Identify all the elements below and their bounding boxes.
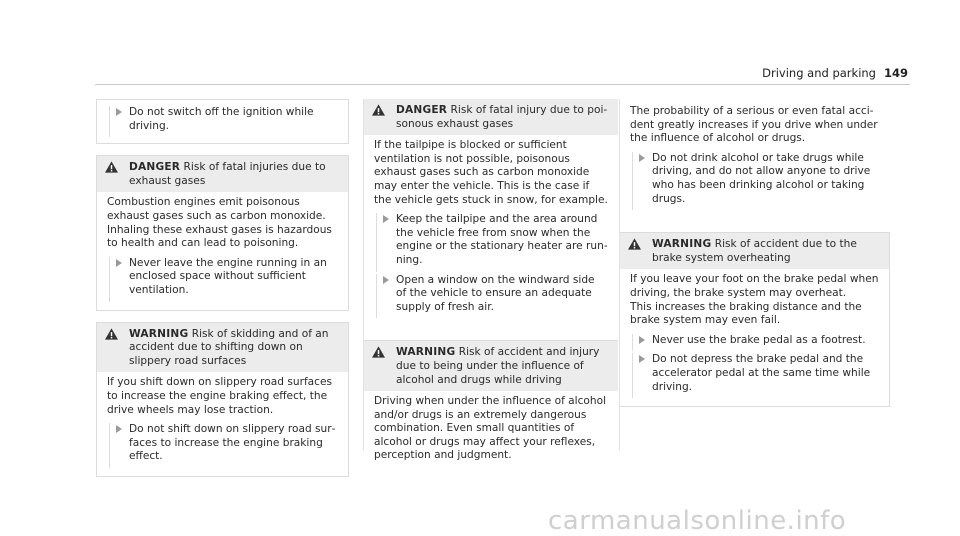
instruction-step: [374, 213, 608, 267]
body-text: The probability of a serious or even fatal accident greatly increases if you drive when under the influence of alcohol or drugs.: [630, 105, 878, 145]
step-bar: [632, 353, 633, 398]
signal-word: WARNING: [396, 346, 456, 359]
column-3: [620, 99, 890, 407]
step-arrow-icon: [383, 215, 389, 223]
page-number: 149: [883, 66, 908, 80]
danger-box-exhaust: [96, 155, 349, 310]
section-title: Driving and parking: [762, 66, 876, 80]
danger-box-tailpipe: [364, 99, 618, 326]
warning-triangle-icon: [628, 238, 641, 250]
step-text: Keep the tailpipe and the area around the vehicle free from snow when the engine or the stationary heater are running.: [396, 213, 608, 266]
step-arrow-icon: [639, 336, 645, 344]
watermark: carmanualsonline.info: [548, 506, 847, 536]
step-arrow-icon: [116, 108, 122, 116]
signal-word: WARNING: [129, 327, 189, 340]
instruction-step: [630, 152, 880, 206]
hazard-title: Risk of accident due to the brake system overheating: [652, 238, 857, 264]
step-bar: [632, 152, 633, 210]
step-text: Do not shift down on slippery road surfaces to increase the engine braking effect.: [129, 423, 336, 463]
warning-box-brake: [620, 232, 890, 407]
hazard-title: Risk of skidding and of an accident due to shifting down on slippery road surfaces: [129, 327, 329, 367]
step-arrow-icon: [639, 355, 645, 363]
instruction-step: [630, 353, 879, 394]
warning-triangle-icon: [105, 328, 118, 340]
column-2: [364, 99, 618, 471]
header-divider: [95, 84, 910, 85]
continued-step-box: [96, 99, 349, 144]
step-bar: [109, 423, 110, 468]
page-header: [762, 67, 908, 81]
step-bar: [109, 106, 110, 137]
step-text: Do not drink alcohol or take drugs while driving, and do not allow anyone to drive who has been drinking alcohol or taking drugs.: [652, 151, 871, 205]
hazard-body: If you leave your foot on the brake pedal when driving, the brake system may overheat.: [630, 273, 879, 299]
instruction-step: [107, 257, 338, 298]
step-text: Do not switch off the ignition while driving.: [129, 106, 314, 132]
hazard-title: Risk of fatal injuries due to exhaust gases: [129, 161, 326, 187]
warning-header: [620, 233, 889, 269]
step-text: Do not depress the brake pedal and the accelerator pedal at the same time while driving.: [652, 353, 871, 393]
instruction-step: [107, 106, 338, 133]
step-arrow-icon: [116, 259, 122, 267]
step-bar: [109, 257, 110, 302]
instruction-step: [630, 334, 879, 348]
hazard-body: Driving when under the influence of alcohol and/or drugs is an extremely dangerous combination. Even small quantities of alcohol or drugs may affect your reflexes, perception and judgment.: [374, 395, 607, 462]
step-bar: [376, 213, 377, 271]
step-arrow-icon: [116, 425, 122, 433]
hazard-title: Risk of accident and injury due to being under the influence of alcohol and drugs while driving: [396, 346, 600, 386]
signal-word: DANGER: [396, 104, 448, 116]
warning-triangle-icon: [372, 104, 385, 116]
step-text: Never leave the engine running in an enclosed space without sufficient ventilation.: [129, 256, 327, 296]
signal-word: DANGER: [129, 161, 181, 174]
instruction-step: [107, 423, 338, 464]
danger-header: [97, 156, 348, 192]
danger-header: [364, 99, 618, 135]
step-text: Open a window on the windward side of the vehicle to ensure an adequate supply of fresh air.: [396, 273, 595, 313]
step-text: Never use the brake pedal as a footrest.: [652, 333, 866, 346]
column-1: [96, 99, 349, 477]
step-arrow-icon: [383, 276, 389, 284]
hazard-body: This increases the braking distance and the brake system may even fail.: [630, 300, 862, 327]
hazard-title: Risk of fatal injury due to poisonous exhaust gases: [396, 104, 608, 130]
hazard-body: If you shift down on slippery road surfaces to increase the engine braking effect, the drive wheels may lose traction.: [107, 376, 333, 416]
continued-warning-text: [620, 99, 890, 218]
signal-word: WARNING: [652, 238, 712, 251]
step-bar: [376, 274, 377, 319]
warning-header: [364, 341, 618, 391]
step-bar: [632, 334, 633, 352]
instruction-step: [374, 274, 608, 315]
hazard-body: If the tailpipe is blocked or sufficient ventilation is not possible, poisonous exhaust gases such as carbon monoxide may enter the vehicle. This is the case if the vehicle gets stuck in snow, for example.: [374, 139, 608, 206]
warning-box-skidding: [96, 322, 349, 477]
warning-triangle-icon: [372, 346, 385, 358]
warning-box-alcohol: [364, 340, 618, 471]
warning-triangle-icon: [105, 161, 118, 173]
step-arrow-icon: [639, 154, 645, 162]
hazard-body: Combustion engines emit poisonous exhaust gases such as carbon monoxide. Inhaling these exhaust gases is hazardous to health and can lead to poisoning.: [107, 196, 332, 250]
warning-header: [97, 323, 348, 373]
